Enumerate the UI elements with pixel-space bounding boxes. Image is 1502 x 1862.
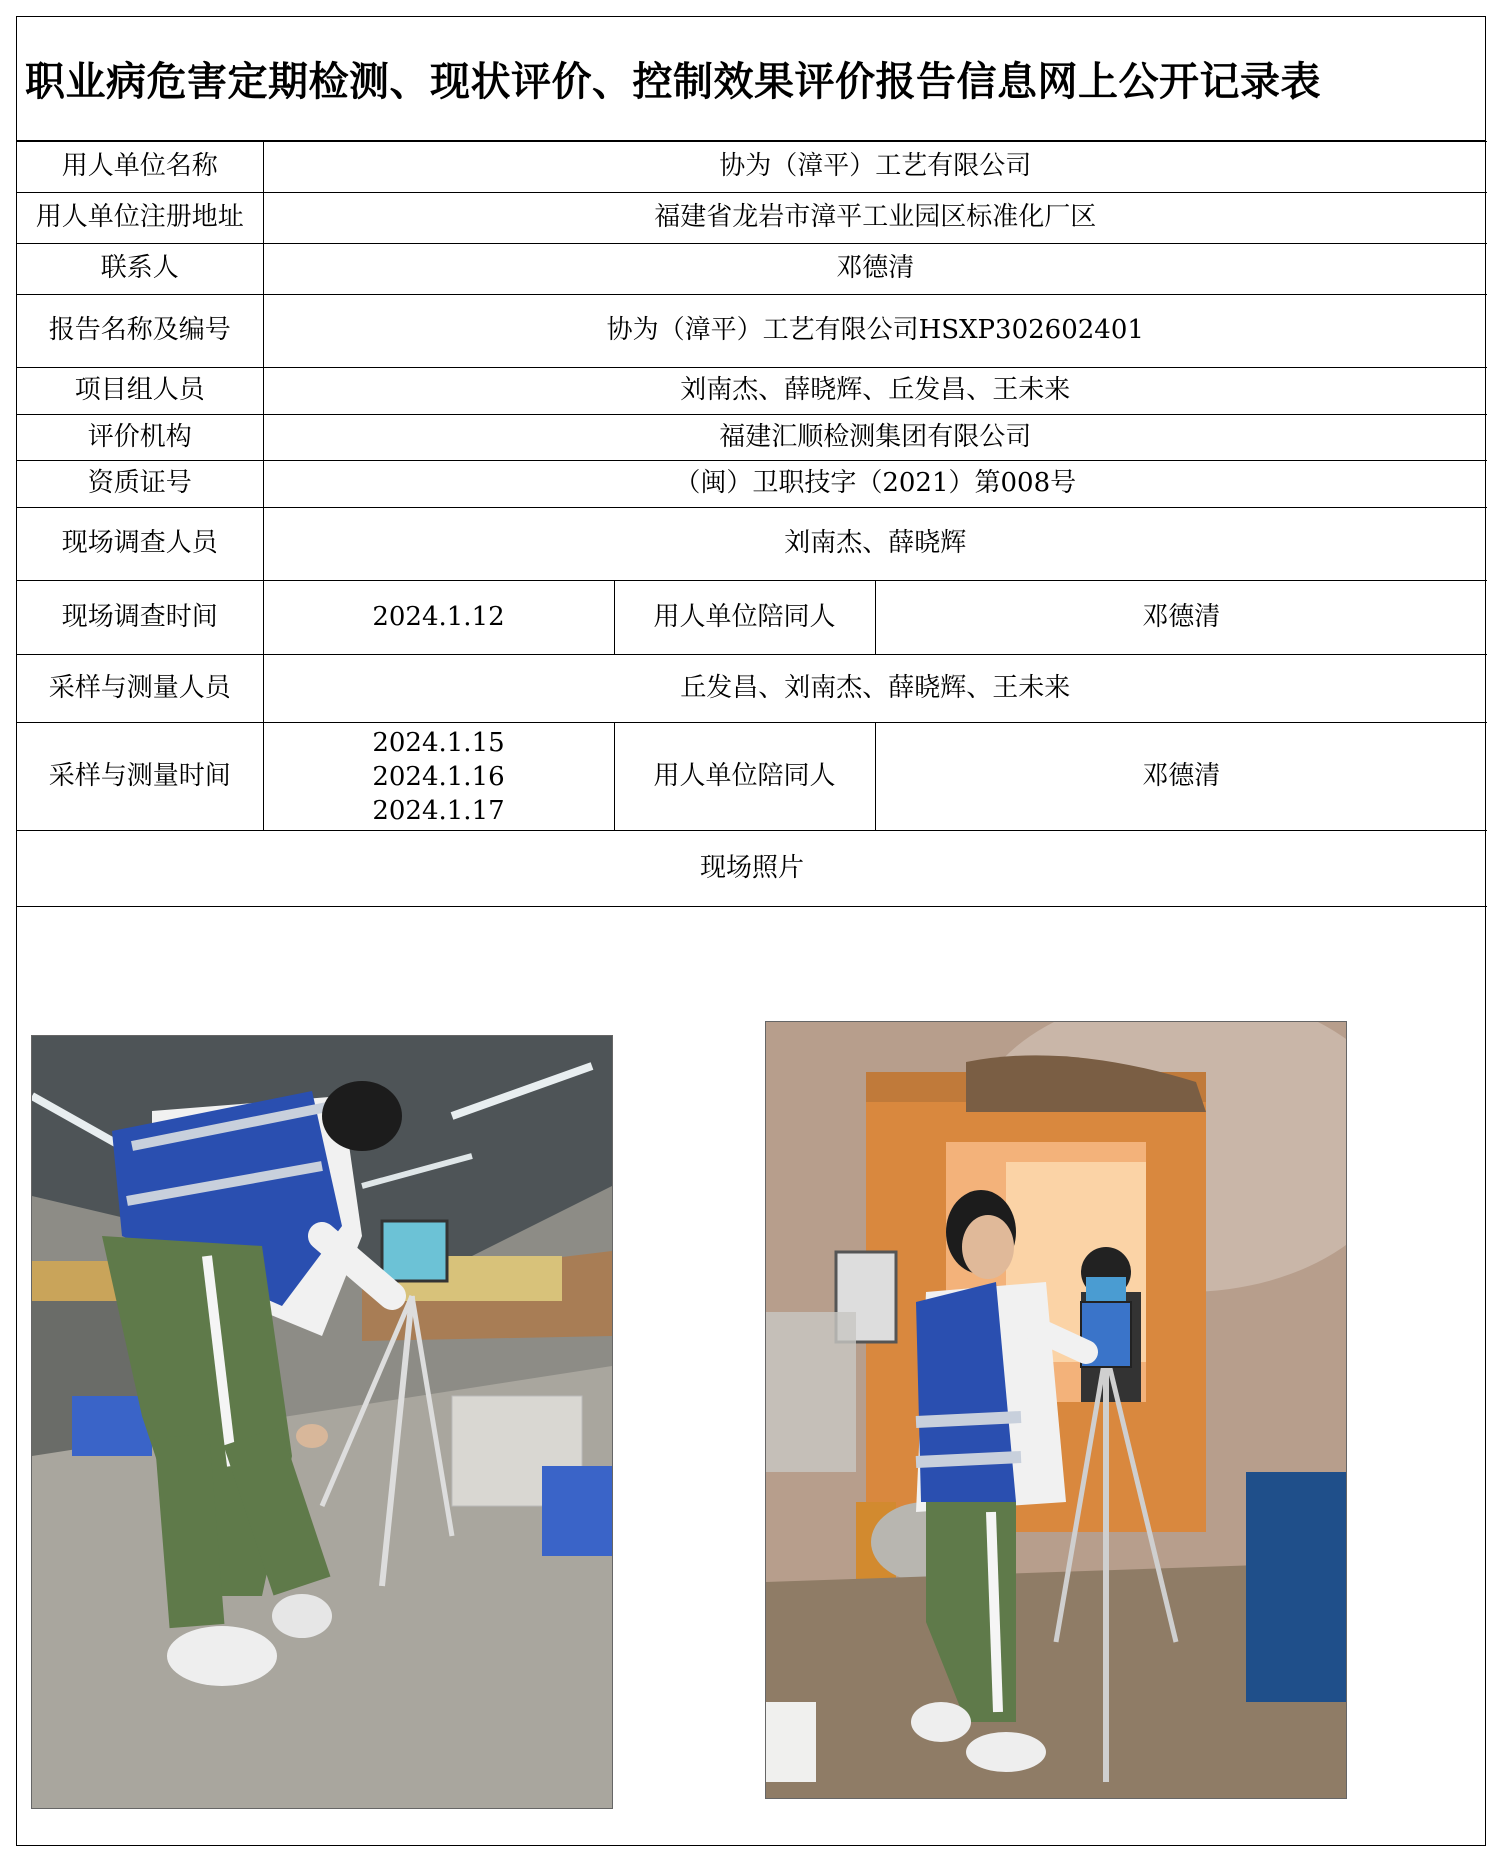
- survey-staff-value: 刘南杰、薛晓辉: [263, 508, 1487, 581]
- table-row: [17, 142, 1487, 193]
- table-row: [17, 831, 1487, 907]
- table-row: [17, 508, 1487, 581]
- sampling-staff-value: 丘发昌、刘南杰、薛晓辉、王未来: [263, 655, 1487, 723]
- site-photo-2-image: [766, 1022, 1346, 1798]
- site-photo-2: [765, 1021, 1347, 1799]
- sampling-companion-value: 邓德清: [875, 723, 1487, 831]
- sampling-date: 2024.1.17: [372, 795, 505, 826]
- employer-address-value: 福建省龙岩市漳平工业园区标准化厂区: [263, 193, 1487, 244]
- sampling-date: 2024.1.16: [372, 761, 505, 792]
- table-row: [17, 723, 1487, 831]
- photos-area: [17, 1017, 1485, 1847]
- sampling-date: 2024.1.15: [372, 727, 505, 758]
- site-photo-1: [31, 1035, 613, 1809]
- team-value: 刘南杰、薛晓辉、丘发昌、王未来: [263, 368, 1487, 415]
- team-label: 项目组人员: [17, 368, 263, 415]
- sampling-companion-label: 用人单位陪同人: [614, 723, 875, 831]
- page-title: 职业病危害定期检测、现状评价、控制效果评价报告信息网上公开记录表: [17, 17, 1485, 141]
- record-form: [16, 16, 1486, 1846]
- site-photo-1-image: [32, 1036, 612, 1808]
- table-row: [17, 295, 1487, 368]
- survey-time-label: 现场调查时间: [17, 581, 263, 655]
- contact-label: 联系人: [17, 244, 263, 295]
- table-row: [17, 368, 1487, 415]
- table-row: [17, 415, 1487, 461]
- report-label: 报告名称及编号: [17, 295, 263, 368]
- info-table: [17, 141, 1487, 907]
- table-row: [17, 581, 1487, 655]
- survey-time-value: 2024.1.12: [263, 581, 614, 655]
- employer-name-value: 协为（漳平）工艺有限公司: [263, 142, 1487, 193]
- table-row: [17, 193, 1487, 244]
- license-value: （闽）卫职技字（2021）第008号: [263, 461, 1487, 508]
- photos-header: 现场照片: [17, 831, 1487, 907]
- sampling-time-dates: [263, 723, 614, 831]
- contact-value: 邓德清: [263, 244, 1487, 295]
- survey-companion-value: 邓德清: [875, 581, 1487, 655]
- table-row: [17, 461, 1487, 508]
- employer-name-label: 用人单位名称: [17, 142, 263, 193]
- survey-staff-label: 现场调查人员: [17, 508, 263, 581]
- license-label: 资质证号: [17, 461, 263, 508]
- employer-address-label: 用人单位注册地址: [17, 193, 263, 244]
- agency-value: 福建汇顺检测集团有限公司: [263, 415, 1487, 461]
- table-row: [17, 655, 1487, 723]
- table-row: [17, 244, 1487, 295]
- report-value: 协为（漳平）工艺有限公司HSXP302602401: [263, 295, 1487, 368]
- agency-label: 评价机构: [17, 415, 263, 461]
- survey-companion-label: 用人单位陪同人: [614, 581, 875, 655]
- sampling-staff-label: 采样与测量人员: [17, 655, 263, 723]
- sampling-time-label: 采样与测量时间: [17, 723, 263, 831]
